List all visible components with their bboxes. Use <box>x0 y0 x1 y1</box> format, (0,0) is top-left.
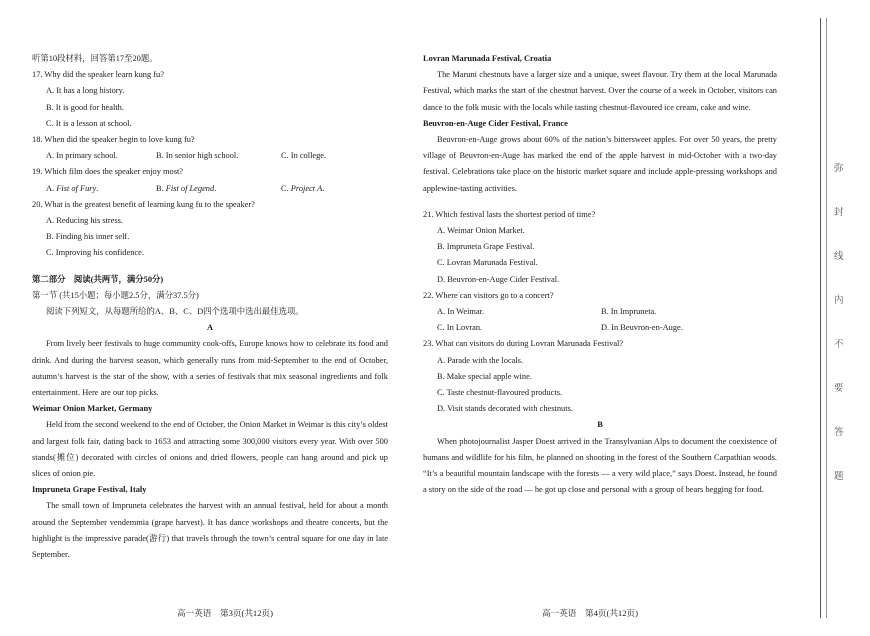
question-22-option-a: A. In Weimar. <box>437 307 485 317</box>
binding-line-inner <box>826 18 827 618</box>
question-17-option-a: A. It has a long history. <box>46 86 125 96</box>
impruneta-text: The small town of Impruneta celebrates the harvest with an annual festival, held for about a month around the September vendemmia (grape harvest). It has dance workshops and theatre concerts, but the highlight is the impressive parade(游行) that travels through the town’s central square for one day in late September. <box>32 501 388 560</box>
question-19-options <box>32 181 388 197</box>
beuvron-text: Beuvron-en-Auge grows about 60% of the nation’s bittersweet apples. For over 50 years, the pretty village of Beuvron-en-Auge has marked the end of the apple harvest in mid-October with a two-day festival. Celebrations take place on the historic market square and include apple-pressing workshops and applewine-tasting activities. <box>423 135 777 193</box>
question-17-option-b: B. It is good for health. <box>46 102 124 112</box>
question-23-option-c: C. Taste chestnut-flavoured products. <box>437 388 563 398</box>
binding-line <box>820 18 821 618</box>
question-19-option-a: A. Fist of Fury. <box>46 183 99 193</box>
passage-b-label: B <box>597 420 603 430</box>
question-22-option-b: B. In Impruneta. <box>601 307 657 317</box>
question-18-option-b: B. In senior high school. <box>156 151 239 161</box>
binding-char: 题 <box>834 472 844 482</box>
right-column <box>423 51 777 498</box>
binding-char: 答 <box>834 428 844 438</box>
question-18-stem: 18. When did the speaker begin to love kung fu? <box>32 135 195 145</box>
part-2-heading: 第二部分 阅读(共两节，满分50分) <box>32 274 164 284</box>
question-18-option-c: C. In college. <box>281 151 327 161</box>
question-18-option-a: A. In primary school. <box>46 151 118 161</box>
question-20-option-b: B. Finding his inner self. <box>46 232 130 242</box>
section-1-heading: 第一节 (共15小题；每小题2.5分，满分37.5分) <box>32 290 199 300</box>
question-21-option-c: C. Lovran Marunada Festival. <box>437 258 538 268</box>
left-column <box>32 51 388 563</box>
passage-b-text: When photojournalist Jasper Doest arrived in the Transylvanian Alps to document the coexistence of humans and wildlife for his film, he planned on shooting in the forest of the Southern Carpathian woods. “It’s a beautiful mountain landscape with the forests — a very wild place,” says Doest. Instead, he found a story on the side of the road — he got up close and personal with a group of bears begging for food. <box>423 436 777 495</box>
question-19-option-c: C. Project A. <box>281 183 325 193</box>
passage-a-label: A <box>206 323 214 333</box>
footer-page-4: 高一英语 第4页(共12页) <box>542 608 638 618</box>
question-23-option-b: B. Make special apple wine. <box>437 371 532 381</box>
weimar-text: Held from the second weekend to the end of October, the Onion Market in Weimar is this city’s oldest and largest folk fair, dating back to 1653 and attracting some 300,000 visitors every year. With over 500 stands(摊位) decorated with circles of onions and dried flowers, people can hang around and pick up slices of onion pie. <box>32 420 388 479</box>
question-21-stem: 21. Which festival lasts the shortest period of time? <box>423 209 596 219</box>
question-20-stem: 20. What is the greatest benefit of learning kung fu to the speaker? <box>32 199 255 209</box>
binding-char: 弥 <box>834 164 844 174</box>
beuvron-title: Beuvron-en-Auge Cider Festival, France <box>423 118 568 128</box>
question-17-option-c: C. It is a lesson at school. <box>46 118 132 128</box>
question-20-option-c: C. Improving his confidence. <box>46 248 144 258</box>
binding-char: 线 <box>834 252 844 262</box>
binding-char: 不 <box>834 340 844 350</box>
question-20-option-a: A. Reducing his stress. <box>46 216 123 226</box>
binding-margin <box>795 0 870 636</box>
question-22-stem: 22. Where can visitors go to a concert? <box>423 290 554 300</box>
question-22-option-c: C. In Lovran. <box>437 323 483 333</box>
weimar-title: Weimar Onion Market, Germany <box>32 404 153 414</box>
question-17-stem: 17. Why did the speaker learn kung fu? <box>32 70 164 80</box>
footer-page-3: 高一英语 第3页(共12页) <box>177 608 273 618</box>
reading-instruction: 阅读下列短文，从每题所给的A、B、C、D四个选项中选出最佳选项。 <box>46 307 304 317</box>
question-21-option-b: B. Impruneta Grape Festival. <box>437 242 535 252</box>
binding-char: 要 <box>834 384 844 394</box>
binding-char: 内 <box>834 296 844 306</box>
question-21-option-d: D. Beuvron-en-Auge Cider Festival. <box>437 274 560 284</box>
question-19-stem: 19. Which film does the speaker enjoy most? <box>32 167 184 177</box>
listening-intro: 听第10段材料，回答第17至20题。 <box>32 54 158 63</box>
binding-char: 封 <box>834 208 844 218</box>
question-19-option-b: B. Fist of Legend. <box>156 183 217 193</box>
question-18-options <box>32 148 388 164</box>
question-21-option-a: A. Weimar Onion Market. <box>437 226 525 236</box>
question-23-option-a: A. Parade with the locals. <box>437 355 524 365</box>
question-23-stem: 23. What can visitors do during Lovran Marunada Festival? <box>423 339 624 349</box>
question-22-options-row-1 <box>423 304 777 320</box>
question-22-option-d: D. In Beuvron-en-Auge. <box>601 323 683 333</box>
lovran-title: Lovran Marunada Festival, Croatia <box>423 54 552 63</box>
lovran-text: The Maruni chestnuts have a larger size and a unique, sweet flavour. Try them at the local Marunada Festival, which marks the start of the chestnut harvest. Over the course of a week in October, visitors can dance to the folk music with the locals while tasting chestnut-flavoured ice cream, cake and wine. <box>423 70 777 112</box>
question-23-option-d: D. Visit stands decorated with chestnuts. <box>437 404 573 414</box>
passage-a-intro: From lively beer festivals to huge community cook-offs, Europe knows how to celebrate its food and drink. And during the harvest season, which generally runs from mid-September to the end of October, autumn’s harvest is the star of the show, with a series of festivals that mix seasonal ingredients and folk entertainment. Here are our top picks. <box>32 339 388 398</box>
question-22-options-row-2 <box>423 320 777 336</box>
impruneta-title: Impruneta Grape Festival, Italy <box>32 485 147 495</box>
